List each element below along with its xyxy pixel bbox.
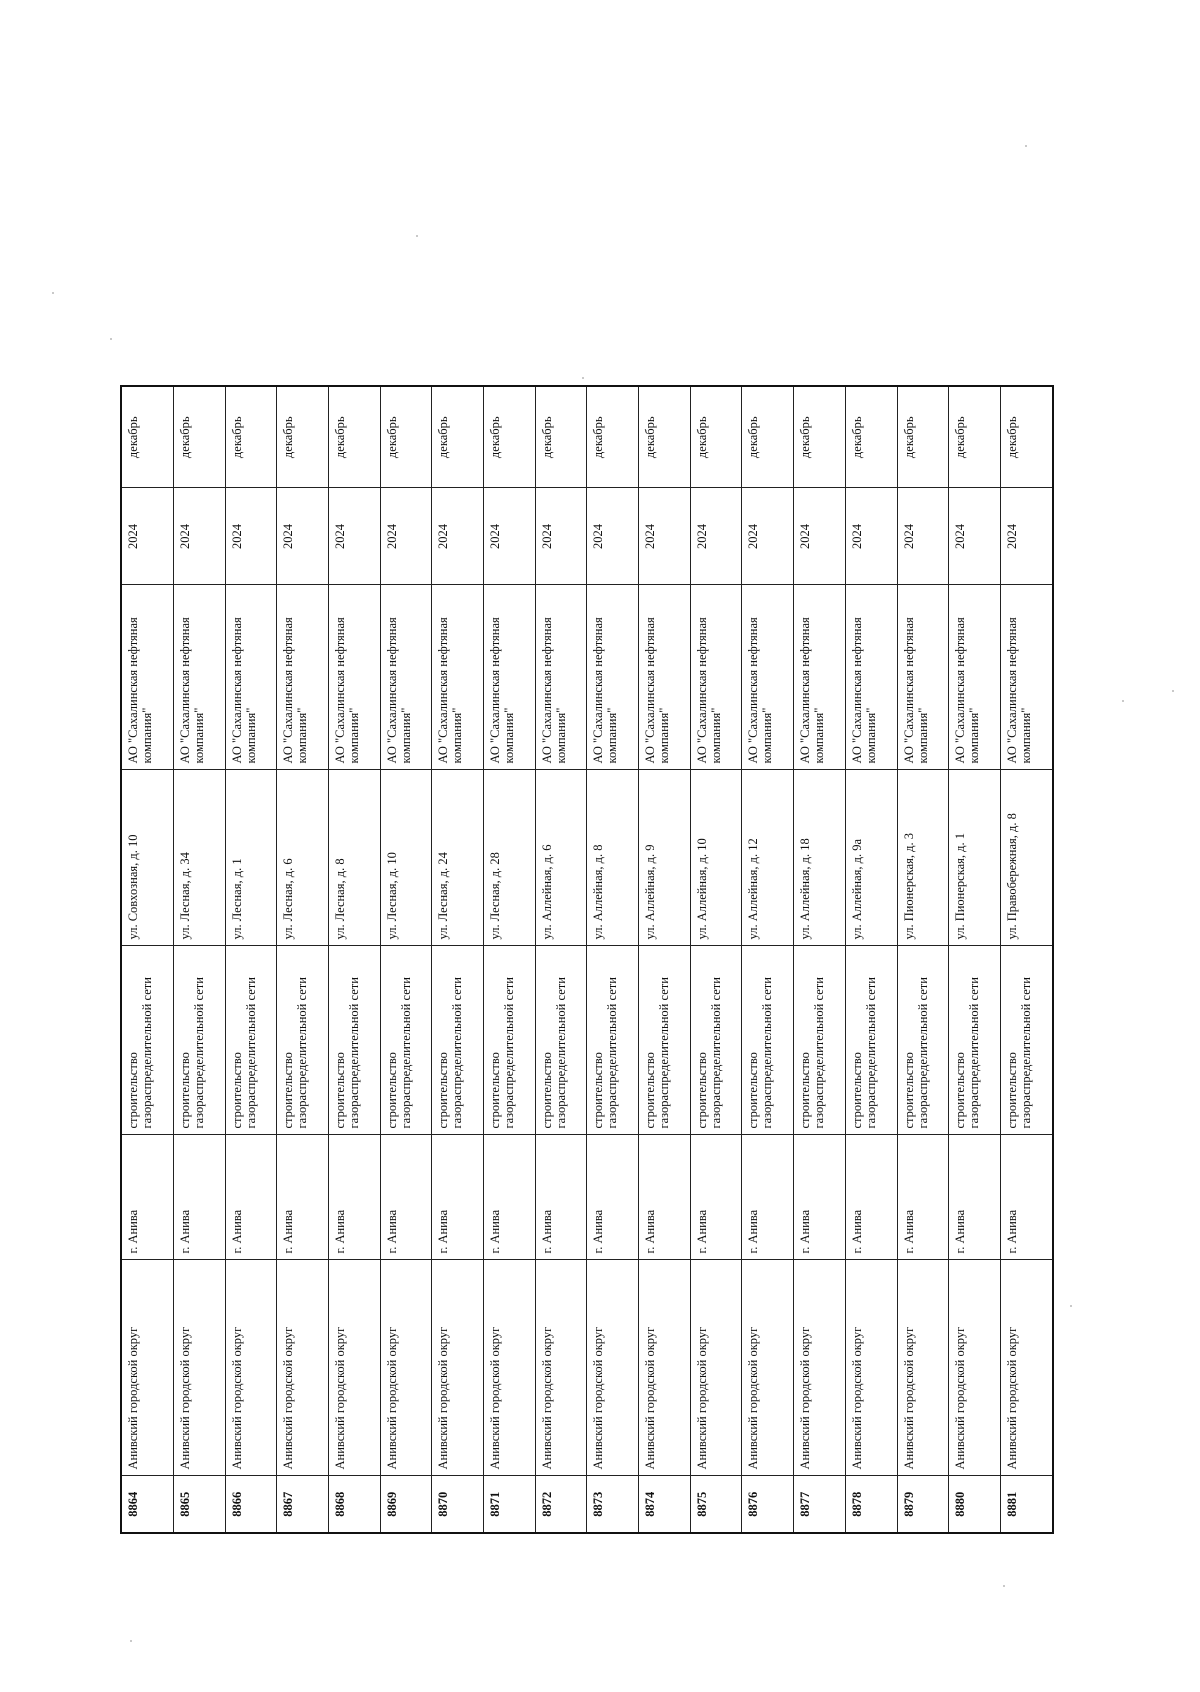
settlement-cell: г. Анива [328,1135,380,1260]
year-cell: 2024 [587,488,639,585]
row-number: 8867 [277,1476,329,1533]
organization-cell: АО "Сахалинская нефтяная компания" [690,585,742,770]
table-row [121,386,173,1533]
work-type-cell: строительство газораспределительной сети [484,946,536,1135]
year-cell: 2024 [328,488,380,585]
scan-speck [110,338,112,340]
rotated-table-wrapper [120,387,1054,1534]
year-cell: 2024 [173,488,225,585]
settlement-cell: г. Анива [380,1135,432,1260]
year-cell: 2024 [121,488,173,585]
month-cell: декабрь [535,386,587,488]
municipality-cell: Анивский городской округ [897,1260,949,1476]
organization-cell: АО "Сахалинская нефтяная компания" [535,585,587,770]
address-cell: ул. Аллейная, д. 8 [587,770,639,946]
municipality-cell: Анивский городской округ [690,1260,742,1476]
municipality-cell: Анивский городской округ [484,1260,536,1476]
table-row [328,386,380,1533]
month-cell: декабрь [1000,386,1053,488]
month-cell: декабрь [897,386,949,488]
year-cell: 2024 [949,488,1001,585]
table-row [690,386,742,1533]
work-type-cell: строительство газораспределительной сети [639,946,691,1135]
municipality-cell: Анивский городской округ [380,1260,432,1476]
year-cell: 2024 [897,488,949,585]
month-cell: декабрь [225,386,277,488]
scan-speck [52,292,54,294]
year-cell: 2024 [639,488,691,585]
scan-speck [130,1640,132,1642]
settlement-cell: г. Анива [432,1135,484,1260]
organization-cell: АО "Сахалинская нефтяная компания" [432,585,484,770]
table-row [432,386,484,1533]
organization-cell: АО "Сахалинская нефтяная компания" [225,585,277,770]
month-cell: декабрь [690,386,742,488]
organization-cell: АО "Сахалинская нефтяная компания" [1000,585,1053,770]
month-cell: декабрь [432,386,484,488]
address-cell: ул. Аллейная, д. 9 [639,770,691,946]
organization-cell: АО "Сахалинская нефтяная компания" [845,585,897,770]
scan-speck [1172,690,1174,692]
work-type-cell: строительство газораспределительной сети [690,946,742,1135]
scan-speck [1025,145,1027,147]
address-cell: ул. Аллейная, д. 9а [845,770,897,946]
year-cell: 2024 [380,488,432,585]
year-cell: 2024 [225,488,277,585]
work-type-cell: строительство газораспределительной сети [535,946,587,1135]
municipality-cell: Анивский городской округ [1000,1260,1053,1476]
table-row [897,386,949,1533]
row-number: 8872 [535,1476,587,1533]
municipality-cell: Анивский городской округ [587,1260,639,1476]
month-cell: декабрь [380,386,432,488]
row-number: 8876 [742,1476,794,1533]
year-cell: 2024 [690,488,742,585]
row-number: 8866 [225,1476,277,1533]
organization-cell: АО "Сахалинская нефтяная компания" [380,585,432,770]
organization-cell: АО "Сахалинская нефтяная компания" [173,585,225,770]
address-cell: ул. Аллейная, д. 10 [690,770,742,946]
table-row [535,386,587,1533]
table-row [845,386,897,1533]
table-row [173,386,225,1533]
address-cell: ул. Аллейная, д. 6 [535,770,587,946]
municipality-cell: Анивский городской округ [742,1260,794,1476]
municipality-cell: Анивский городской округ [794,1260,846,1476]
organization-cell: АО "Сахалинская нефтяная компания" [587,585,639,770]
organization-cell: АО "Сахалинская нефтяная компания" [277,585,329,770]
month-cell: декабрь [742,386,794,488]
scan-speck [416,235,418,237]
settlement-cell: г. Анива [225,1135,277,1260]
organization-cell: АО "Сахалинская нефтяная компания" [742,585,794,770]
month-cell: декабрь [328,386,380,488]
work-type-cell: строительство газораспределительной сети [380,946,432,1135]
municipality-cell: Анивский городской округ [949,1260,1001,1476]
month-cell: декабрь [484,386,536,488]
municipality-cell: Анивский городской округ [535,1260,587,1476]
row-number: 8878 [845,1476,897,1533]
organization-cell: АО "Сахалинская нефтяная компания" [897,585,949,770]
scan-speck [1003,1585,1005,1587]
address-cell: ул. Аллейная, д. 18 [794,770,846,946]
work-type-cell: строительство газораспределительной сети [949,946,1001,1135]
scan-speck [1122,700,1124,702]
row-number: 8871 [484,1476,536,1533]
work-type-cell: строительство газораспределительной сети [897,946,949,1135]
address-cell: ул. Пионерская, д. 3 [897,770,949,946]
settlement-cell: г. Анива [639,1135,691,1260]
work-type-cell: строительство газораспределительной сети [173,946,225,1135]
municipality-cell: Анивский городской округ [639,1260,691,1476]
table-row [587,386,639,1533]
table-row [225,386,277,1533]
settlement-cell: г. Анива [121,1135,173,1260]
row-number: 8881 [1000,1476,1053,1533]
organization-cell: АО "Сахалинская нефтяная компания" [328,585,380,770]
municipality-cell: Анивский городской округ [173,1260,225,1476]
row-number: 8865 [173,1476,225,1533]
year-cell: 2024 [742,488,794,585]
year-cell: 2024 [845,488,897,585]
work-type-cell: строительство газораспределительной сети [794,946,846,1135]
row-number: 8874 [639,1476,691,1533]
address-cell: ул. Аллейная, д. 12 [742,770,794,946]
settlement-cell: г. Анива [1000,1135,1053,1260]
row-number: 8877 [794,1476,846,1533]
row-number: 8875 [690,1476,742,1533]
work-type-cell: строительство газораспределительной сети [432,946,484,1135]
municipality-cell: Анивский городской округ [121,1260,173,1476]
settlement-cell: г. Анива [535,1135,587,1260]
municipality-cell: Анивский городской округ [277,1260,329,1476]
register-table [120,385,1054,1534]
month-cell: декабрь [277,386,329,488]
year-cell: 2024 [484,488,536,585]
settlement-cell: г. Анива [949,1135,1001,1260]
scan-speck [582,377,584,379]
settlement-cell: г. Анива [173,1135,225,1260]
scan-speck [1070,1305,1072,1307]
address-cell: ул. Лесная, д. 6 [277,770,329,946]
table-row [1000,386,1053,1533]
settlement-cell: г. Анива [690,1135,742,1260]
organization-cell: АО "Сахалинская нефтяная компания" [949,585,1001,770]
work-type-cell: строительство газораспределительной сети [121,946,173,1135]
organization-cell: АО "Сахалинская нефтяная компания" [639,585,691,770]
year-cell: 2024 [794,488,846,585]
settlement-cell: г. Анива [742,1135,794,1260]
address-cell: ул. Лесная, д. 34 [173,770,225,946]
settlement-cell: г. Анива [845,1135,897,1260]
table-body [121,386,1053,1533]
municipality-cell: Анивский городской округ [328,1260,380,1476]
work-type-cell: строительство газораспределительной сети [1000,946,1053,1135]
row-number: 8868 [328,1476,380,1533]
address-cell: ул. Пионерская, д. 1 [949,770,1001,946]
month-cell: декабрь [949,386,1001,488]
work-type-cell: строительство газораспределительной сети [587,946,639,1135]
table-row [277,386,329,1533]
year-cell: 2024 [432,488,484,585]
settlement-cell: г. Анива [277,1135,329,1260]
table-row [794,386,846,1533]
municipality-cell: Анивский городской округ [225,1260,277,1476]
year-cell: 2024 [1000,488,1053,585]
row-number: 8879 [897,1476,949,1533]
row-number: 8870 [432,1476,484,1533]
work-type-cell: строительство газораспределительной сети [328,946,380,1135]
table-row [949,386,1001,1533]
organization-cell: АО "Сахалинская нефтяная компания" [794,585,846,770]
row-number: 8873 [587,1476,639,1533]
address-cell: ул. Совхозная, д. 10 [121,770,173,946]
row-number: 8869 [380,1476,432,1533]
month-cell: декабрь [639,386,691,488]
work-type-cell: строительство газораспределительной сети [845,946,897,1135]
month-cell: декабрь [173,386,225,488]
address-cell: ул. Лесная, д. 24 [432,770,484,946]
settlement-cell: г. Анива [484,1135,536,1260]
settlement-cell: г. Анива [897,1135,949,1260]
organization-cell: АО "Сахалинская нефтяная компания" [484,585,536,770]
row-number: 8864 [121,1476,173,1533]
municipality-cell: Анивский городской округ [432,1260,484,1476]
address-cell: ул. Лесная, д. 28 [484,770,536,946]
address-cell: ул. Лесная, д. 8 [328,770,380,946]
organization-cell: АО "Сахалинская нефтяная компания" [121,585,173,770]
table-row [380,386,432,1533]
work-type-cell: строительство газораспределительной сети [742,946,794,1135]
year-cell: 2024 [277,488,329,585]
settlement-cell: г. Анива [587,1135,639,1260]
table-row [639,386,691,1533]
month-cell: декабрь [587,386,639,488]
month-cell: декабрь [845,386,897,488]
work-type-cell: строительство газораспределительной сети [277,946,329,1135]
month-cell: декабрь [794,386,846,488]
table-row [742,386,794,1533]
month-cell: декабрь [121,386,173,488]
municipality-cell: Анивский городской округ [845,1260,897,1476]
address-cell: ул. Правобережная, д. 8 [1000,770,1053,946]
address-cell: ул. Лесная, д. 10 [380,770,432,946]
table-row [484,386,536,1533]
year-cell: 2024 [535,488,587,585]
row-number: 8880 [949,1476,1001,1533]
work-type-cell: строительство газораспределительной сети [225,946,277,1135]
address-cell: ул. Лесная, д. 1 [225,770,277,946]
settlement-cell: г. Анива [794,1135,846,1260]
